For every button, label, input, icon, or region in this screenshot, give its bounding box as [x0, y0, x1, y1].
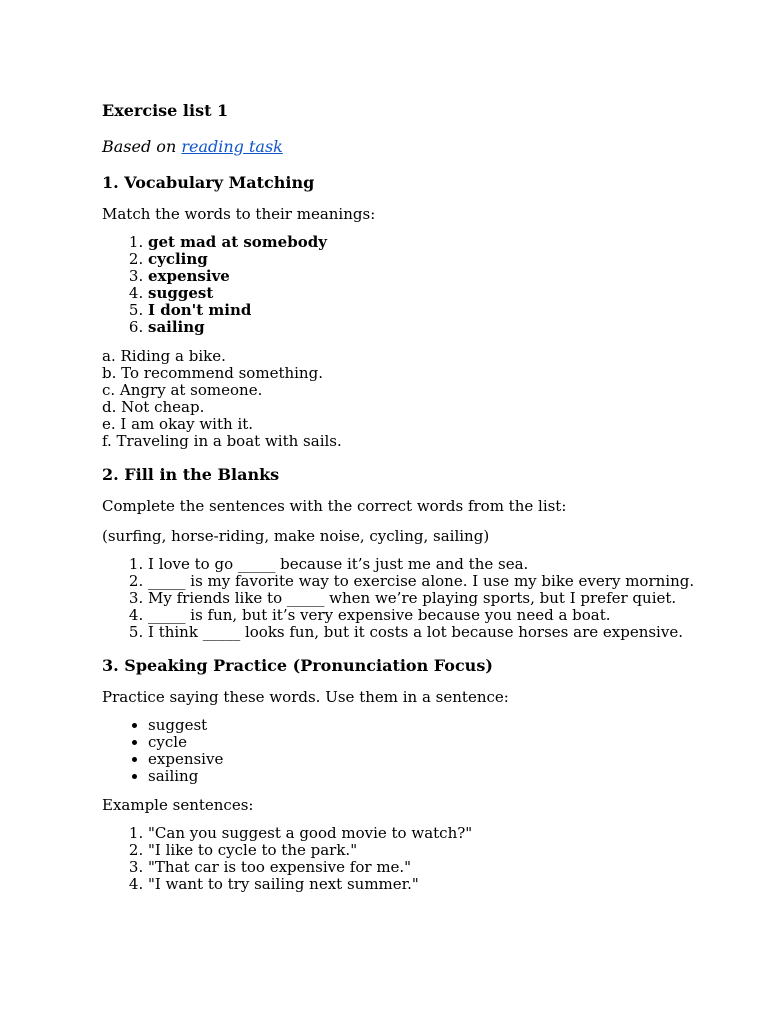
- reading-task-link[interactable]: reading task: [181, 137, 283, 156]
- list-item: 1. "Can you suggest a good movie to watch?": [148, 825, 728, 842]
- list-item: • sailing: [148, 768, 728, 785]
- section3-instruction: Practice saying these words. Use them in a sentence:: [102, 688, 509, 706]
- subtitle-prefix: Based on: [102, 137, 182, 156]
- vocab-word: expensive: [148, 267, 230, 285]
- meaning-line: e. I am okay with it.: [102, 415, 254, 433]
- list-item: 5. I think _____ looks fun, but it costs a lot because horses are expensive.: [148, 624, 728, 641]
- list-item: • suggest: [148, 717, 728, 734]
- list-item: [148, 234, 728, 251]
- list-item: 2. _____ is my favorite way to exercise alone. I use my bike every morning.: [148, 573, 728, 590]
- example-sentences-list: [102, 825, 728, 893]
- list-item: [148, 268, 728, 285]
- vocab-word: get mad at somebody: [148, 233, 327, 251]
- meaning-line: d. Not cheap.: [102, 398, 205, 416]
- list-item: [148, 285, 728, 302]
- vocab-word: I don't mind: [148, 301, 252, 319]
- section2-wordlist: (surfing, horse-riding, make noise, cycling, sailing): [102, 527, 490, 545]
- section3-heading: 3. Speaking Practice (Pronunciation Focus): [102, 656, 493, 675]
- practice-words-list: [102, 717, 728, 785]
- list-item: 2. "I like to cycle to the park.": [148, 842, 728, 859]
- vocabulary-word-list: [102, 234, 728, 336]
- list-item: [148, 251, 728, 268]
- vocab-word: suggest: [148, 284, 214, 302]
- meaning-line: f. Traveling in a boat with sails.: [102, 432, 342, 450]
- list-item: 4. _____ is fun, but it’s very expensive because you need a boat.: [148, 607, 728, 624]
- examples-label: Example sentences:: [102, 796, 254, 814]
- vocab-word: sailing: [148, 318, 205, 336]
- fill-blanks-list: [102, 556, 728, 641]
- meanings-list: [102, 348, 728, 450]
- list-item: [148, 319, 728, 336]
- meaning-line: a. Riding a bike.: [102, 347, 226, 365]
- list-item: • expensive: [148, 751, 728, 768]
- section1-heading: 1. Vocabulary Matching: [102, 173, 315, 192]
- list-item: 1. I love to go _____ because it’s just me and the sea.: [148, 556, 728, 573]
- section1-instruction: Match the words to their meanings:: [102, 205, 376, 223]
- section2-instruction: Complete the sentences with the correct words from the list:: [102, 497, 567, 515]
- list-item: [148, 302, 728, 319]
- list-item: • cycle: [148, 734, 728, 751]
- list-item: 4. "I want to try sailing next summer.": [148, 876, 728, 893]
- list-item: 3. "That car is too expensive for me.": [148, 859, 728, 876]
- section2-heading: 2. Fill in the Blanks: [102, 465, 280, 484]
- list-item: 3. My friends like to _____ when we’re playing sports, but I prefer quiet.: [148, 590, 728, 607]
- document-title: Exercise list 1: [102, 101, 229, 120]
- subtitle: [102, 136, 728, 158]
- meaning-line: b. To recommend something.: [102, 364, 323, 382]
- vocab-word: cycling: [148, 250, 208, 268]
- meaning-line: c. Angry at someone.: [102, 381, 263, 399]
